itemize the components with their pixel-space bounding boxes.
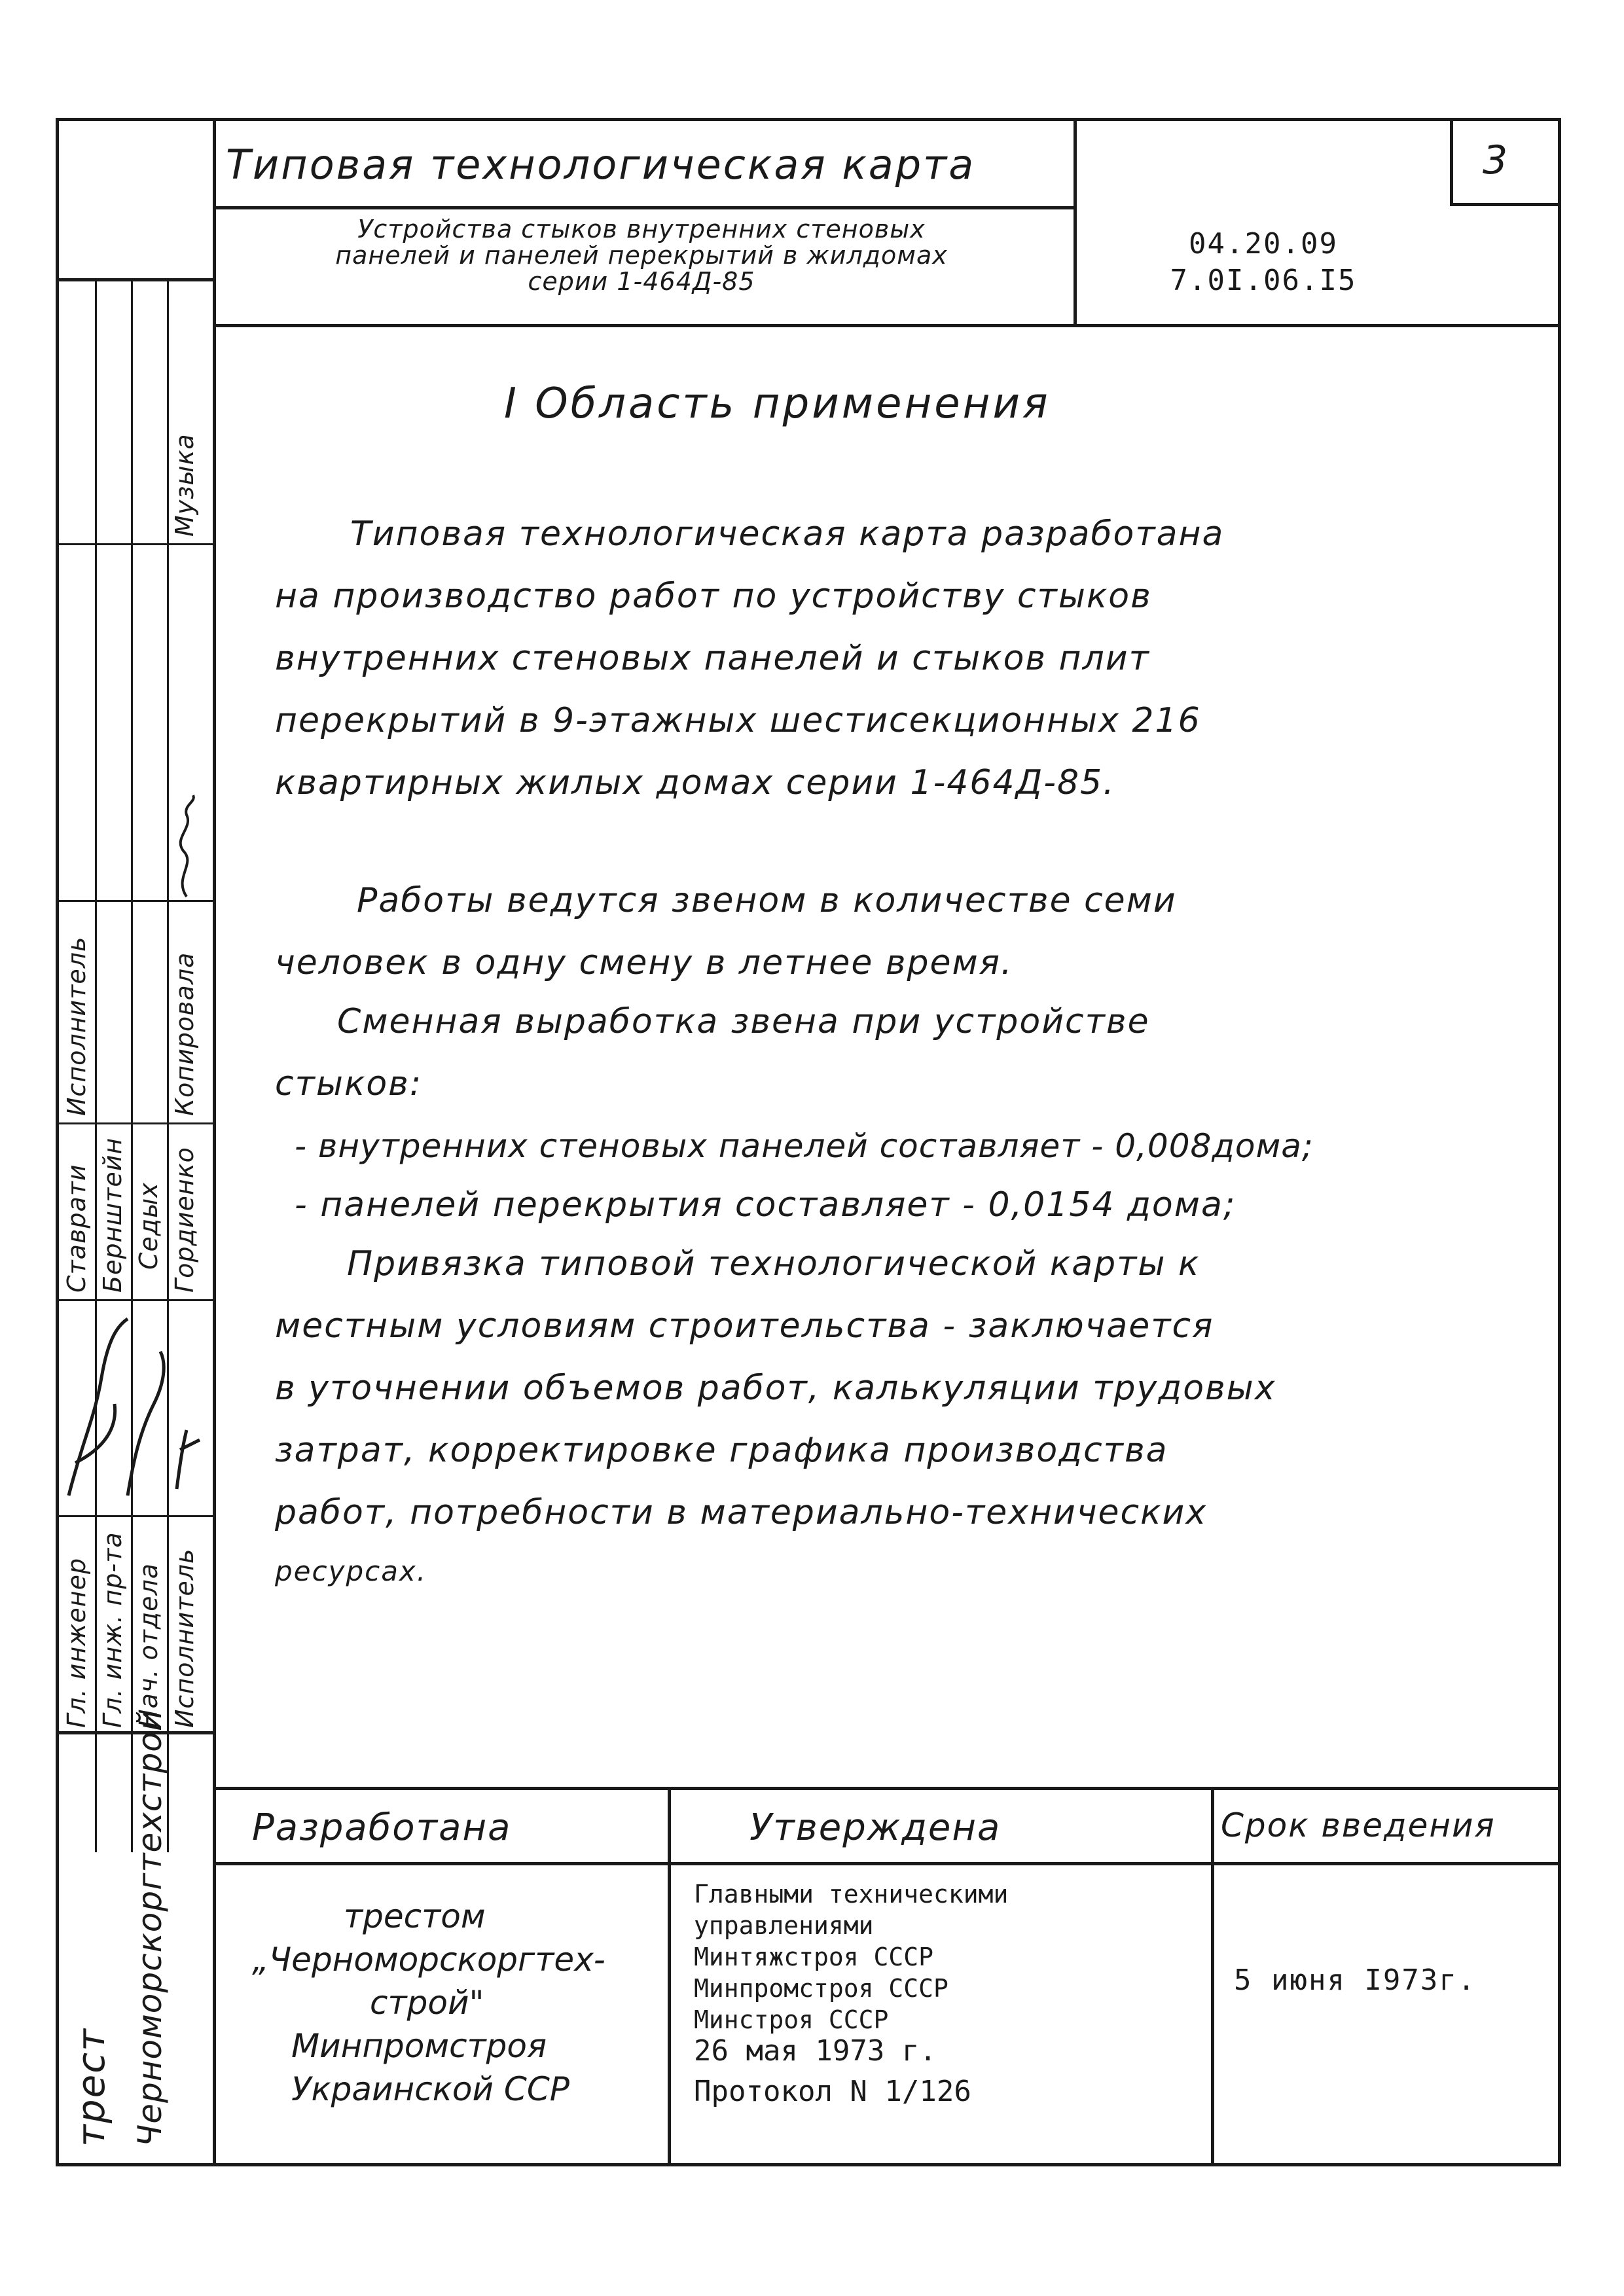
body-line-12: Привязка типовой технологической карты к <box>347 1244 1200 1283</box>
section-heading: I Область применения <box>504 380 1051 428</box>
developer-line-5: Украинской ССР <box>291 2070 569 2108</box>
approved-line-3: Минтяжстроя СССР <box>694 1943 934 1971</box>
effective-date: 5 июня I973г. <box>1234 1964 1477 1997</box>
side-grid-col-3 <box>167 278 169 1852</box>
subtitle-line-3: серии 1-464Д-85 <box>528 267 755 296</box>
side-grid-col-2 <box>131 278 133 1852</box>
body-line-16: работ, потребности в материально-технических <box>275 1493 1208 1532</box>
name-sedykh: Седых <box>134 1182 163 1270</box>
side-grid-col-1 <box>95 278 97 1852</box>
position-executor: Исполнитель <box>170 1548 199 1728</box>
body-line-17: ресурсах. <box>275 1555 427 1587</box>
approved-line-5: Минстроя СССР <box>694 2005 889 2034</box>
developer-line-2: „Черноморскоргтех- <box>252 1941 605 1979</box>
position-chief-project-engineer: Гл. инж. пр-та <box>98 1532 127 1728</box>
developer-line-3: строй" <box>370 1984 484 2022</box>
name-stavrati: Ставрати <box>62 1164 91 1293</box>
body-line-1: Типовая технологическая карта разработана <box>350 514 1225 554</box>
body-line-4: перекрытий в 9-этажных шестисекционных 216 <box>275 701 1201 740</box>
position-chief-engineer: Гл. инженер <box>62 1557 91 1728</box>
body-line-9: стыков: <box>275 1064 423 1103</box>
body-line-10: - внутренних стеновых панелей составляет - 0,008дома; <box>295 1127 1314 1165</box>
body-line-5: квартирных жилых домах серии 1-464Д-85. <box>275 763 1115 802</box>
approved-line-7: Протокол N 1/126 <box>694 2075 971 2108</box>
approved-by-cell <box>694 1878 1218 2108</box>
body-line-14: в уточнении объемов работ, калькуляции трудовых <box>275 1369 1276 1408</box>
side-grid-row-5 <box>56 1515 213 1517</box>
developer-line-1: трестом <box>344 1897 486 1935</box>
side-grid-row-3 <box>56 1122 213 1124</box>
position-department-head: Нач. отдела <box>134 1562 163 1728</box>
approved-line-4: Минпромстроя СССР <box>694 1974 948 2003</box>
name-gordienko: Гордиенко <box>170 1147 199 1293</box>
body-line-2: на производство работ по устройству стыков <box>275 577 1152 616</box>
approved-line-1: Главными техническими <box>694 1880 1009 1909</box>
subtitle-line-1: Устройства стыков внутренних стеновых <box>357 215 926 243</box>
org-trust-label: трест <box>69 2028 113 2147</box>
approved-line-6: 26 мая 1973 г. <box>694 2034 937 2068</box>
role-music: Музыка <box>170 433 199 537</box>
subtitle-cell <box>219 216 1064 295</box>
body-line-13: местным условиям строительства - заключается <box>275 1306 1214 1346</box>
developer-line-4: Минпромстроя <box>291 2027 547 2065</box>
header-divider-bottom <box>213 324 1561 327</box>
approval-header-effective: Срок введения <box>1221 1806 1496 1844</box>
approval-header-developed: Разработана <box>252 1806 512 1849</box>
name-bernshtein: Бернштейн <box>98 1137 127 1293</box>
approval-header-approved: Утверждена <box>749 1806 1001 1849</box>
approved-line-2: управлениями <box>694 1911 874 1940</box>
title-cell: Типовая технологическая карта <box>226 141 976 188</box>
developer-cell <box>239 1895 664 2111</box>
side-grid-row-1 <box>56 543 213 545</box>
body-line-8: Сменная выработка звена при устройстве <box>337 1002 1150 1041</box>
subtitle-line-2: панелей и панелей перекрытий в жилдомах <box>335 241 948 270</box>
header-divider-top <box>213 206 1077 209</box>
body-line-3: внутренних стеновых панелей и стыков плит <box>275 639 1150 678</box>
code-line-1: 04.20.09 <box>1189 227 1338 260</box>
code-cell <box>1077 226 1450 299</box>
body-line-7: человек в одну смену в летнее время. <box>275 943 1013 982</box>
approval-table <box>213 1787 1561 2166</box>
body-line-15: затрат, корректировке графика производства <box>275 1431 1168 1470</box>
code-line-2: 7.0I.06.I5 <box>1170 264 1357 297</box>
body-line-6: Работы ведутся звеном в количестве семи <box>357 881 1177 920</box>
signature-mark-2 <box>167 792 213 903</box>
side-line-top <box>56 278 213 281</box>
org-trust-name: Черноморскоргтехстрой <box>131 1709 169 2147</box>
role-executor: Исполнитель <box>62 936 91 1116</box>
signature-col <box>56 118 213 2166</box>
role-copied: Копировала <box>170 952 199 1116</box>
body-line-11: - панелей перекрытия составляет - 0,0154 дома; <box>295 1185 1236 1225</box>
page-number: 3 <box>1483 137 1508 183</box>
signature-mark-1 <box>56 1299 213 1515</box>
